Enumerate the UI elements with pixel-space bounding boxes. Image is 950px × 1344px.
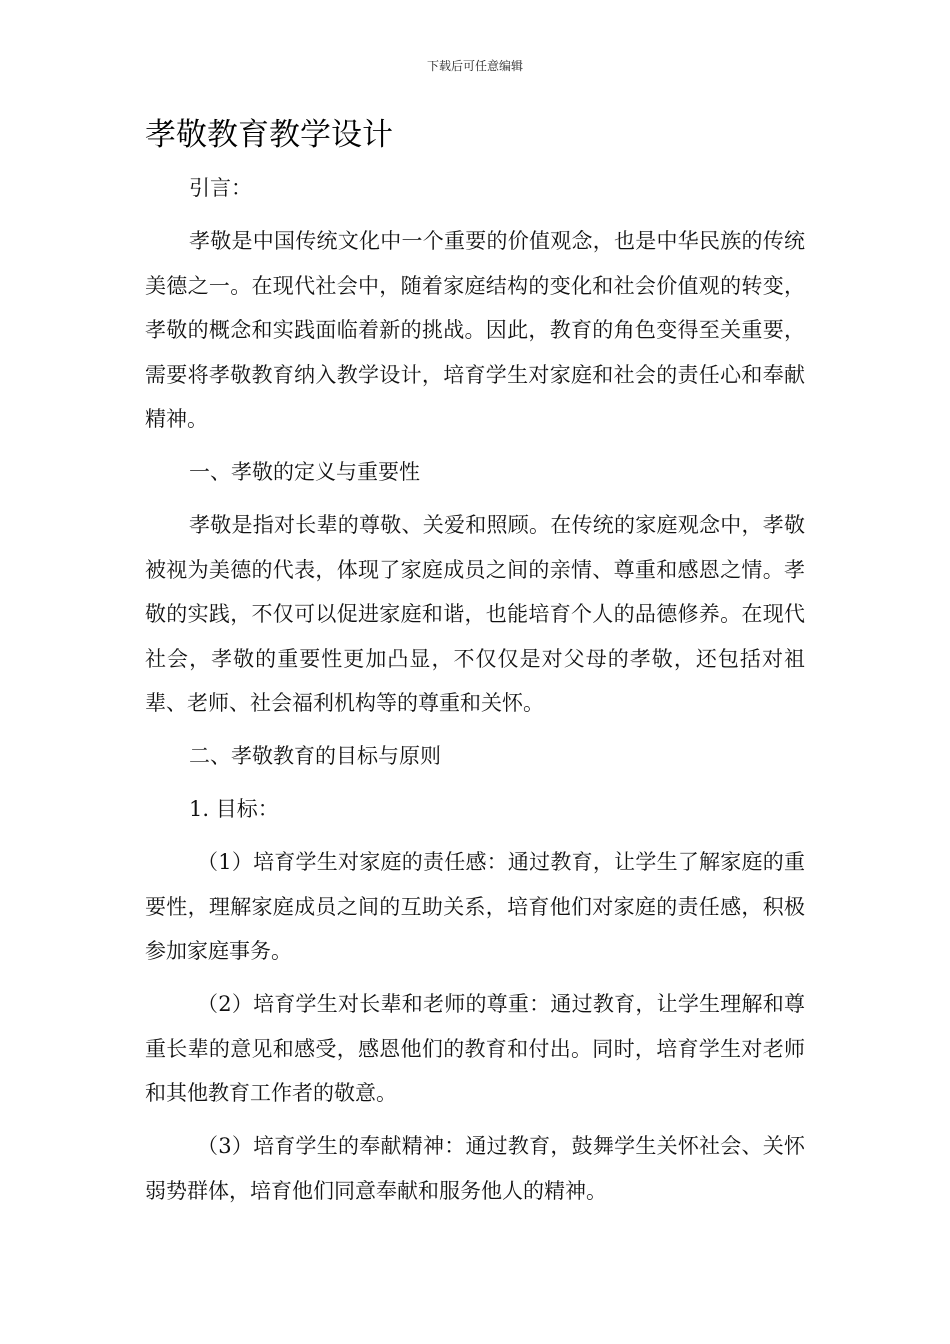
document-title: 孝敬教育教学设计 bbox=[145, 117, 393, 153]
goals-heading: 1. 目标： bbox=[189, 797, 279, 821]
intro-heading: 引言： bbox=[189, 176, 252, 200]
section-1-paragraph: 孝敬是指对长辈的尊敬、关爱和照顾。在传统的家庭观念中，孝敬被视为美德的代表，体现了家庭成员之间的亲情、尊重和感恩之情。孝敬的实践，不仅可以促进家庭和谐，也能培育个人的品德修养。在现代社会，孝敬的重要性更加凸显，不仅仅是对父母的孝敬，还包括对祖辈、老师、社会福利机构等的尊重和关怀。 bbox=[145, 513, 805, 715]
section-1-heading: 一、孝敬的定义与重要性 bbox=[189, 460, 420, 484]
intro-paragraph: 孝敬是中国传统文化中一个重要的价值观念，也是中华民族的传统美德之一。在现代社会中，随着家庭结构的变化和社会价值观的转变，孝敬的概念和实践面临着新的挑战。因此，教育的角色变得至关重要，需要将孝敬教育纳入教学设计，培育学生对家庭和社会的责任心和奉献精神。 bbox=[145, 229, 805, 431]
page-header-note: 下载后可任意编辑 bbox=[426, 59, 523, 73]
section-2-heading: 二、孝敬教育的目标与原则 bbox=[189, 744, 441, 768]
goal-3-paragraph: （3）培育学生的奉献精神：通过教育，鼓舞学生关怀社会、关怀弱势群体，培育他们同意奉献和服务他人的精神。 bbox=[145, 1134, 805, 1203]
goal-2-paragraph: （2）培育学生对长辈和老师的尊重：通过教育，让学生理解和尊重长辈的意见和感受，感恩他们的教育和付出。同时，培育学生对老师和其他教育工作者的敬意。 bbox=[145, 992, 805, 1105]
goal-1-paragraph: （1）培育学生对家庭的责任感：通过教育，让学生了解家庭的重要性，理解家庭成员之间的互助关系，培育他们对家庭的责任感，积极参加家庭事务。 bbox=[145, 850, 805, 963]
document-body bbox=[145, 166, 805, 1222]
